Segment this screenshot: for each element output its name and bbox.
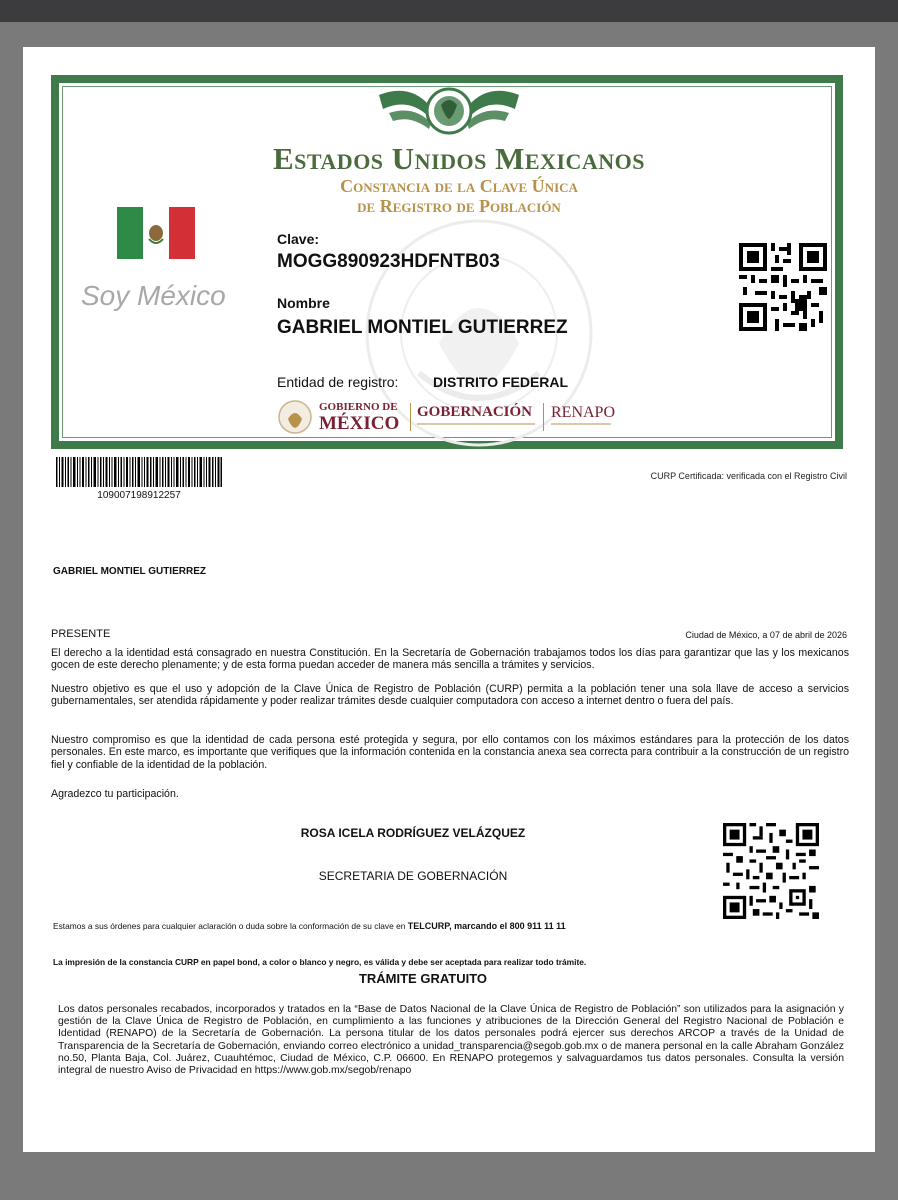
window-top-bar [0,0,898,22]
privacy-notice: Los datos personales recabados, incorporados y tratados en la “Base de Datos Nacional de la Clave Única de Registro de Población” son utilizados para la asignación y gestión de la Clave Única de Registro de Población, en cumplimiento a las funciones y atribuciones de la Dirección General del Registro Nacional de Población e Identidad (RENAPO) de la Secretaría de Gobernación. La persona titular de los datos personales podrá ejercer sus derechos ARCOP a través de la Unidad de Transparencia de la Secretaría de Gobernación, enviando correo electrónico a unidad_transparencia@segob.gob.mx o de manera personal en la calle Abraham González no.50, Planta Baja, Col. Juárez, Cuauhtémoc, Ciudad de México, C.P. 06600. En RENAPO protegemos y salvaguardamos tus datos personales. Consulta la versión integral de nuestro Aviso de Privacidad en https://www.gob.mx/segob/renapo [58,1004,844,1077]
barcode-number: 109007198912257 [97,490,181,501]
gobernacion-subtext-line [417,423,535,425]
country-title: Estados Unidos Mexicanos [272,141,646,176]
letter-paragraph: Agradezco tu participación. [51,788,179,800]
mexican-flag-icon [117,207,195,259]
government-logos [277,399,657,435]
letter-paragraph: Nuestro objetivo es que el uso y adopción de la Clave Única de Registro de Población (CURP) permita a la población tener una sola llave de acceso a servicios gubernamentales, ser atendida rápidamente y poder realizar trámites desde cualquier computadora con acceso a internet dentro o fuera del país. [51,683,849,708]
clave-value: MOGG890923HDFNTB03 [277,251,500,272]
letter-greeting: PRESENTE [51,628,111,640]
entidad-value: DISTRITO FEDERAL [433,374,569,390]
nombre-label: Nombre [277,295,330,311]
print-validity-note: La impresión de la constancia CURP en papel bond, a color o blanco y negro, es válida y debe ser aceptada para realizar todo trámite. [53,957,587,967]
letter-qr-code [723,823,819,919]
national-emblem-icon [369,83,529,141]
gobierno-logo-line2: MÉXICO [319,413,400,434]
telcurp-phone: TELCURP, marcando el 800 911 11 11 [407,921,566,931]
contact-info [53,921,566,931]
free-procedure-label: TRÁMITE GRATUITO [358,971,488,986]
nombre-value: GABRIEL MONTIEL GUTIERREZ [277,317,568,338]
gobernacion-logo: GOBERNACIÓN [417,404,533,420]
certification-status: CURP Certificada: verificada con el Registro Civil [650,471,847,481]
renapo-logo: RENAPO [551,404,616,421]
document-title-line1: Constancia de la Clave Única [340,176,578,196]
curp-certificate [51,75,843,449]
gobierno-logo-line1: GOBIERNO DE [319,401,398,413]
letter-paragraph: El derecho a la identidad está consagrado en nuestra Constitución. En la Secretaría de Gobernación trabajamos todos los días para garantizar que las y los mexicanos gocen de este derecho plenamente; y de esta forma puedan acceder de manera más sencilla a trámites y servicios. [51,647,849,672]
document-page [23,47,875,1152]
letter-recipient: GABRIEL MONTIEL GUTIERREZ [53,566,206,577]
letter-date: Ciudad de México, a 07 de abril de 2026 [685,630,847,640]
contact-text: Estamos a sus órdenes para cualquier aclaración o duda sobre la conformación de su clave en [53,921,406,931]
signer-title: SECRETARIA DE GOBERNACIÓN [318,869,508,883]
certificate-qr-code [739,243,827,331]
entidad-label: Entidad de registro: [277,374,399,390]
barcode [56,457,222,487]
logo-divider [410,403,411,431]
clave-label: Clave: [277,231,320,247]
slogan-text: Soy México [81,280,226,311]
renapo-subtext-line [551,423,611,425]
logo-divider [543,403,544,431]
gobierno-emblem-icon [277,399,313,435]
document-title-line2: de Registro de Población [357,196,561,216]
signer-name: ROSA ICELA RODRÍGUEZ VELÁZQUEZ [300,826,526,840]
letter-paragraph: Nuestro compromiso es que la identidad de cada persona esté protegida y segura, por ello contamos con los máximos estándares para la protección de los datos personales. En este marco, es importante que verifiques que la información contenida en la constancia anexa sea correcta para contribuir a la construcción de un registro fiel y confiable de la identidad de la población. [51,734,849,771]
